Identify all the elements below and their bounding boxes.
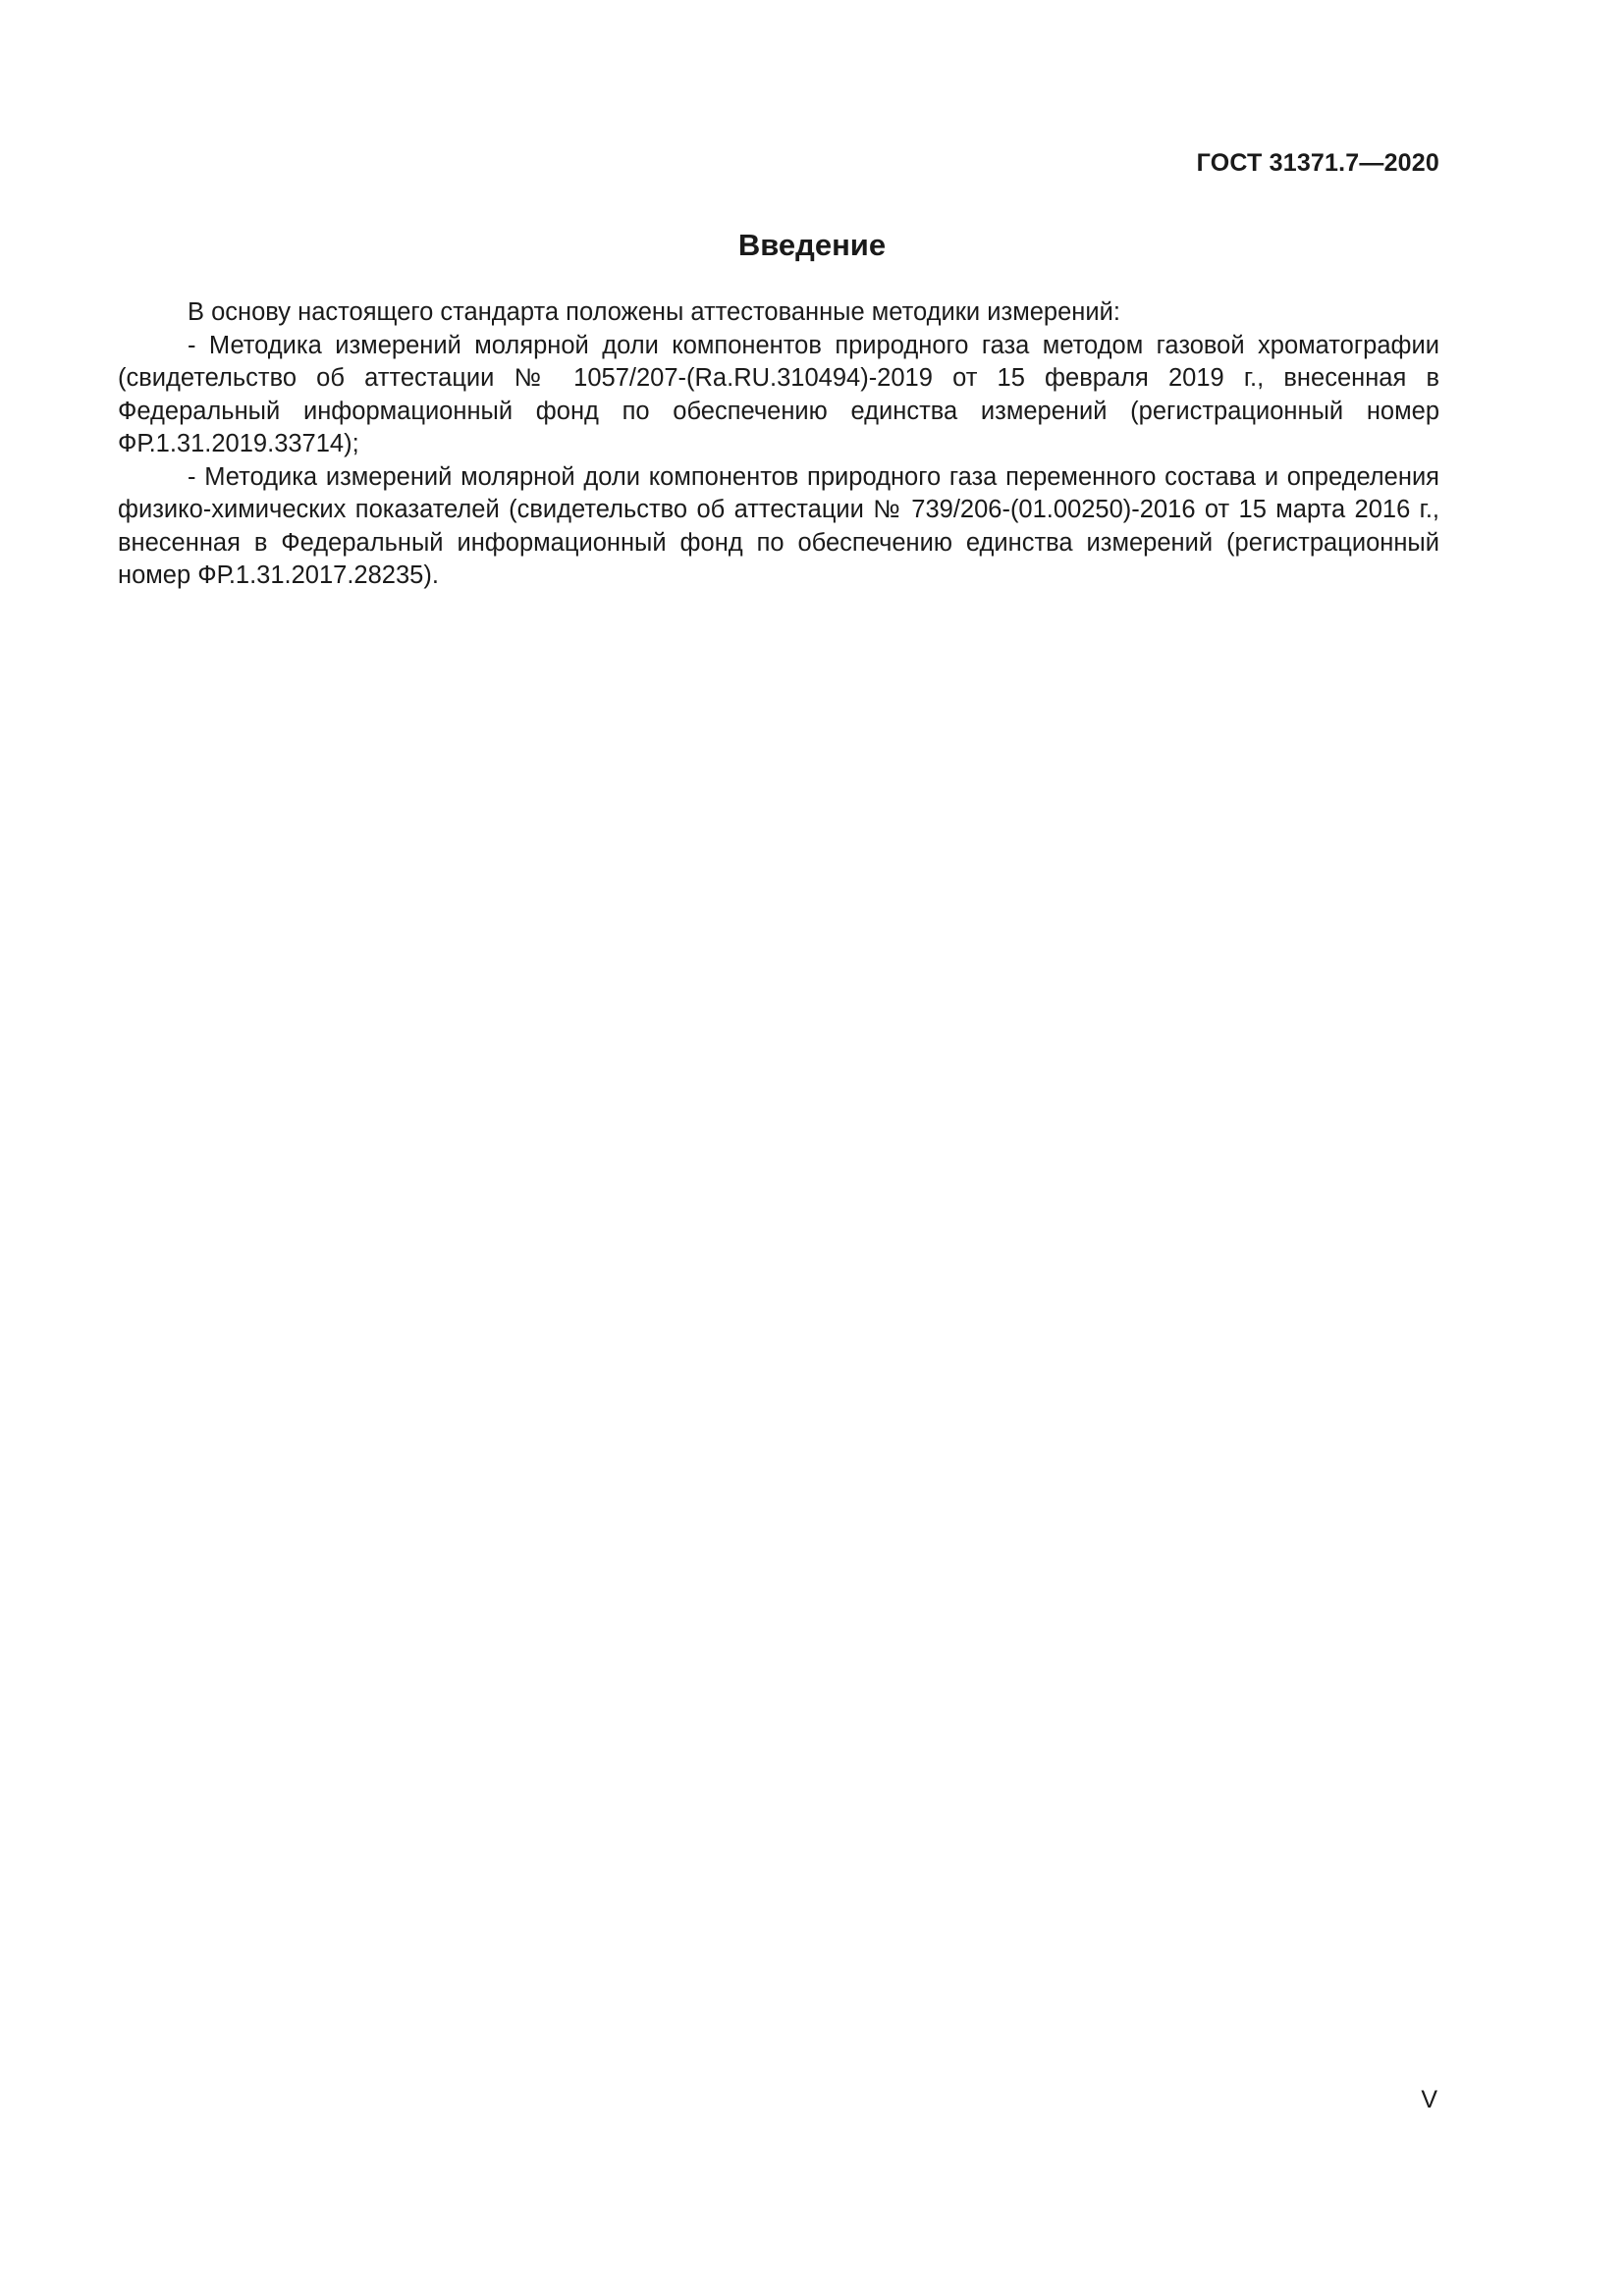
document-code: ГОСТ 31371.7—2020 (1196, 149, 1439, 177)
intro-paragraph: В основу настоящего стандарта положены аттестованные методики измерений: (188, 298, 1120, 326)
section-title: Введение (737, 228, 887, 262)
method-item-1: - Методика измерений молярной доли компонентов природного газа методом газовой хроматографии (свидетельство об аттестации № 1057/207-(Ra.RU.310494)-2019 от 15 февраля 2019 г., внесенная в Федеральный информационный фонд по обеспечению единства измерений (регистрационный номер ФР.1.31.2019.33714); (118, 331, 1439, 457)
section-body (118, 296, 1439, 593)
page-number: V (1421, 2086, 1437, 2113)
method-item-2: - Методика измерений молярной доли компонентов природного газа переменного состава и определения физико-химических показателей (свидетельство об аттестации № 739/206-(01.00250)-2016 от 15 марта 2016 г., внесенная в Федеральный информационный фонд по обеспечению единства измерений (регистрационный номер ФР.1.31.2017.28235). (118, 462, 1439, 589)
